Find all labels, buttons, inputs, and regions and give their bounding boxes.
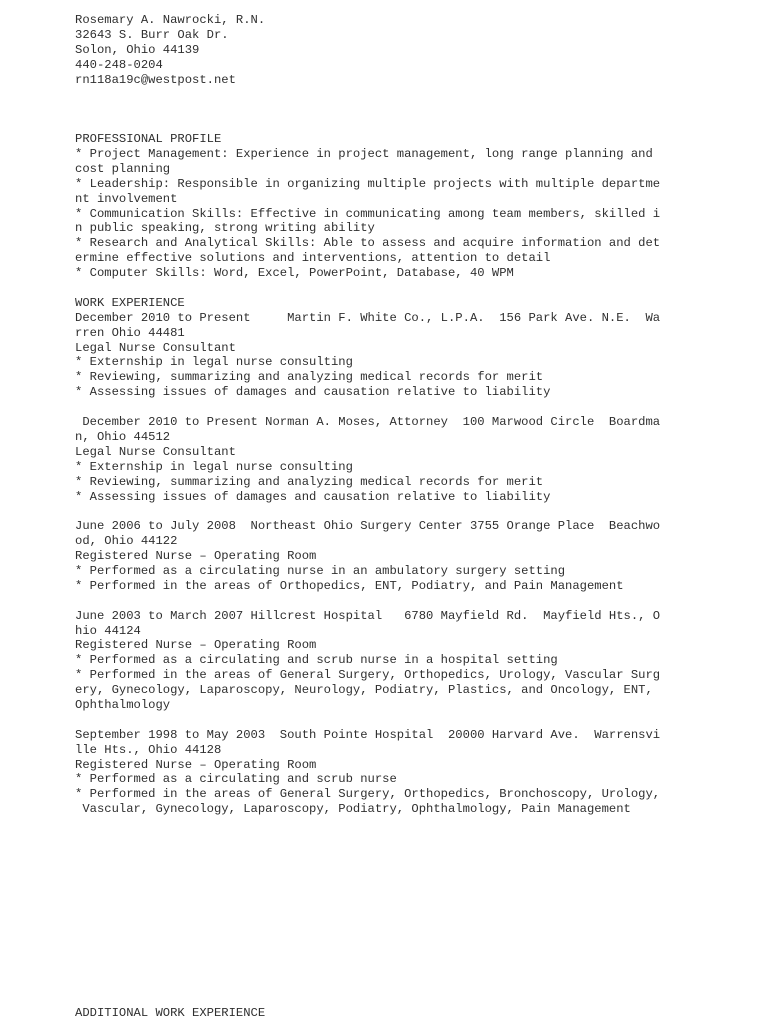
additional-experience-heading: ADDITIONAL WORK EXPERIENCE: [75, 1006, 266, 1020]
resume-document: [75, 13, 755, 817]
profile-line: nt involvement: [75, 191, 178, 206]
experience-heading: WORK EXPERIENCE: [75, 295, 185, 310]
contact-phone: 440-248-0204: [75, 57, 163, 72]
job-line: * Reviewing, summarizing and analyzing medical records for merit: [75, 474, 544, 489]
job-line: lle Hts., Ohio 44128: [75, 742, 222, 757]
job-line: Ophthalmology: [75, 697, 171, 712]
job-line: * Performed as a circulating nurse in an ambulatory surgery setting: [75, 563, 566, 578]
job-entry: [75, 415, 755, 504]
job-line: June 2006 to July 2008 Northeast Ohio Surgery Center 3755 Orange Place Beachwo: [75, 519, 661, 534]
job-entry: [75, 609, 755, 713]
profile-line: n public speaking, strong writing ability: [75, 221, 375, 236]
profile-line: * Computer Skills: Word, Excel, PowerPoint, Database, 40 WPM: [75, 266, 514, 281]
job-line: * Assessing issues of damages and causation relative to liability: [75, 489, 551, 504]
job-line: * Externship in legal nurse consulting: [75, 355, 353, 370]
profile-heading: PROFESSIONAL PROFILE: [75, 132, 222, 147]
job-entry: [75, 311, 755, 400]
contact-city: Solon, Ohio 44139: [75, 42, 200, 57]
job-line: n, Ohio 44512: [75, 429, 171, 444]
job-line: Registered Nurse – Operating Room: [75, 757, 317, 772]
job-line: * Performed in the areas of Orthopedics, ENT, Podiatry, and Pain Management: [75, 578, 624, 593]
profile-line: * Research and Analytical Skills: Able to assess and acquire information and det: [75, 236, 661, 251]
job-line: Legal Nurse Consultant: [75, 340, 236, 355]
job-line: * Performed as a circulating and scrub nurse: [75, 772, 397, 787]
job-line: hio 44124: [75, 623, 141, 638]
job-line: rren Ohio 44481: [75, 325, 185, 340]
job-line: Registered Nurse – Operating Room: [75, 549, 317, 564]
job-line: Registered Nurse – Operating Room: [75, 638, 317, 653]
job-line: od, Ohio 44122: [75, 534, 178, 549]
profile-line: * Project Management: Experience in project management, long range planning and: [75, 147, 653, 162]
profile-line: ermine effective solutions and interventions, attention to detail: [75, 251, 551, 266]
contact-name: Rosemary A. Nawrocki, R.N.: [75, 13, 266, 27]
profile-line: * Leadership: Responsible in organizing multiple projects with multiple departme: [75, 176, 661, 191]
job-entry: [75, 519, 755, 593]
job-line: * Performed in the areas of General Surgery, Orthopedics, Urology, Vascular Surg: [75, 668, 661, 683]
job-line: December 2010 to Present Martin F. White Co., L.P.A. 156 Park Ave. N.E. Wa: [75, 310, 661, 325]
job-line: September 1998 to May 2003 South Pointe Hospital 20000 Harvard Ave. Warrensvi: [75, 727, 661, 742]
job-line: * Externship in legal nurse consulting: [75, 459, 353, 474]
job-line: * Assessing issues of damages and causation relative to liability: [75, 385, 551, 400]
job-line: December 2010 to Present Norman A. Moses, Attorney 100 Marwood Circle Boardma: [75, 415, 661, 430]
job-line: * Performed as a circulating and scrub nurse in a hospital setting: [75, 653, 558, 668]
contact-street: 32643 S. Burr Oak Dr.: [75, 27, 229, 42]
job-line: * Performed in the areas of General Surgery, Orthopedics, Bronchoscopy, Urology,: [75, 787, 661, 802]
job-entry: [75, 728, 755, 817]
job-line: Vascular, Gynecology, Laparoscopy, Podiatry, Ophthalmology, Pain Management: [75, 802, 631, 817]
job-line: June 2003 to March 2007 Hillcrest Hospital 6780 Mayfield Rd. Mayfield Hts., O: [75, 608, 661, 623]
job-line: * Reviewing, summarizing and analyzing medical records for merit: [75, 370, 544, 385]
profile-line: cost planning: [75, 161, 171, 176]
profile-line: * Communication Skills: Effective in communicating among team members, skilled i: [75, 206, 661, 221]
contact-email: rn118a19c@westpost.net: [75, 72, 236, 87]
job-line: Legal Nurse Consultant: [75, 444, 236, 459]
job-line: ery, Gynecology, Laparoscopy, Neurology, Podiatry, Plastics, and Oncology, ENT,: [75, 683, 653, 698]
